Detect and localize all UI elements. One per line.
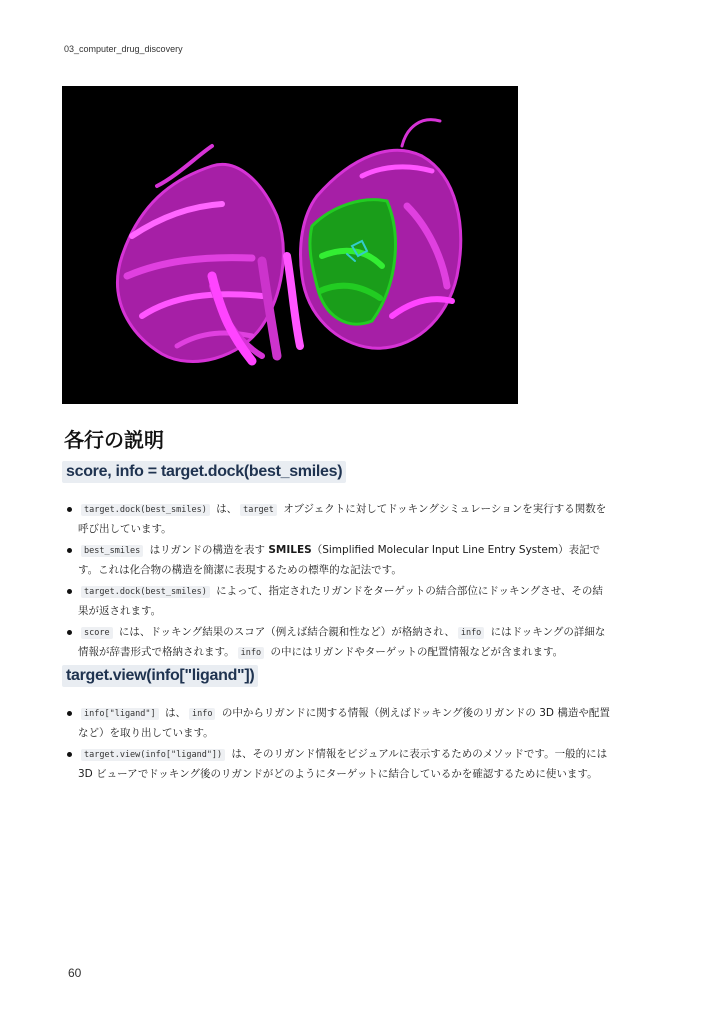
list-text: は、 xyxy=(212,503,238,515)
list-text: の中からリガンドに関する情報（例えばドッキング後のリガンドの 3D 構造や配置など）を取り出しています。 xyxy=(78,707,610,739)
inline-code: score xyxy=(81,627,113,639)
inline-code: info xyxy=(458,627,484,639)
list-text: は、そのリガンド情報をビジュアルに表示するためのメソッドです。一般的には 3D ビューアでドッキング後のリガンドがどのようにターゲットに結合しているかを確認するために使います。 xyxy=(78,748,608,780)
list-text: はリガンドの構造を表す xyxy=(146,544,269,556)
page-number: 60 xyxy=(68,966,82,980)
inline-code: info xyxy=(189,708,215,720)
list-item xyxy=(64,745,610,784)
inline-code: info xyxy=(238,647,264,659)
code-heading-view: target.view(info["ligand"]) xyxy=(62,665,258,687)
inline-code: info["ligand"] xyxy=(81,708,159,720)
list-text: は、 xyxy=(161,707,186,719)
list-text: の中にはリガンドやターゲットの配置情報などが含まれます。 xyxy=(267,646,564,658)
list-item xyxy=(64,623,610,663)
section-title: 各行の説明 xyxy=(64,428,164,452)
list-text: オブジェクトに対してドッキングシミュレーションを実行する関数を呼び出しています。 xyxy=(78,503,607,535)
inline-code: target.dock(best_smiles) xyxy=(81,504,210,516)
inline-code: target.view(info["ligand"]) xyxy=(81,749,225,761)
dock-explanation-list xyxy=(64,500,610,665)
list-item xyxy=(64,704,610,743)
inline-code: best_smiles xyxy=(81,545,143,557)
list-item xyxy=(64,541,610,580)
protein-ribbon-image xyxy=(62,86,518,404)
protein-structure-figure xyxy=(62,86,518,404)
list-text: によって、指定されたリガンドをターゲットの結合部位にドッキングさせ、その結果が返されます。 xyxy=(78,585,603,617)
inline-code: target xyxy=(240,504,277,516)
code-heading-dock: score, info = target.dock(best_smiles) xyxy=(62,461,346,483)
list-item xyxy=(64,582,610,621)
running-header: 03_computer_drug_discovery xyxy=(64,44,183,54)
list-text: にはドッキングの詳細な情報が辞書形式で格納されます。 xyxy=(78,626,606,658)
list-text: には、ドッキング結果のスコア（例えば結合親和性など）が格納され、 xyxy=(115,626,455,638)
bold-term: SMILES xyxy=(268,544,312,556)
list-text: （Simplified Molecular Input Line Entry System）表記です。これは化合物の構造を簡潔に表現するための標準的な記法です。 xyxy=(78,544,601,576)
view-explanation-list xyxy=(64,704,610,786)
inline-code: target.dock(best_smiles) xyxy=(81,586,210,598)
list-item xyxy=(64,500,610,539)
